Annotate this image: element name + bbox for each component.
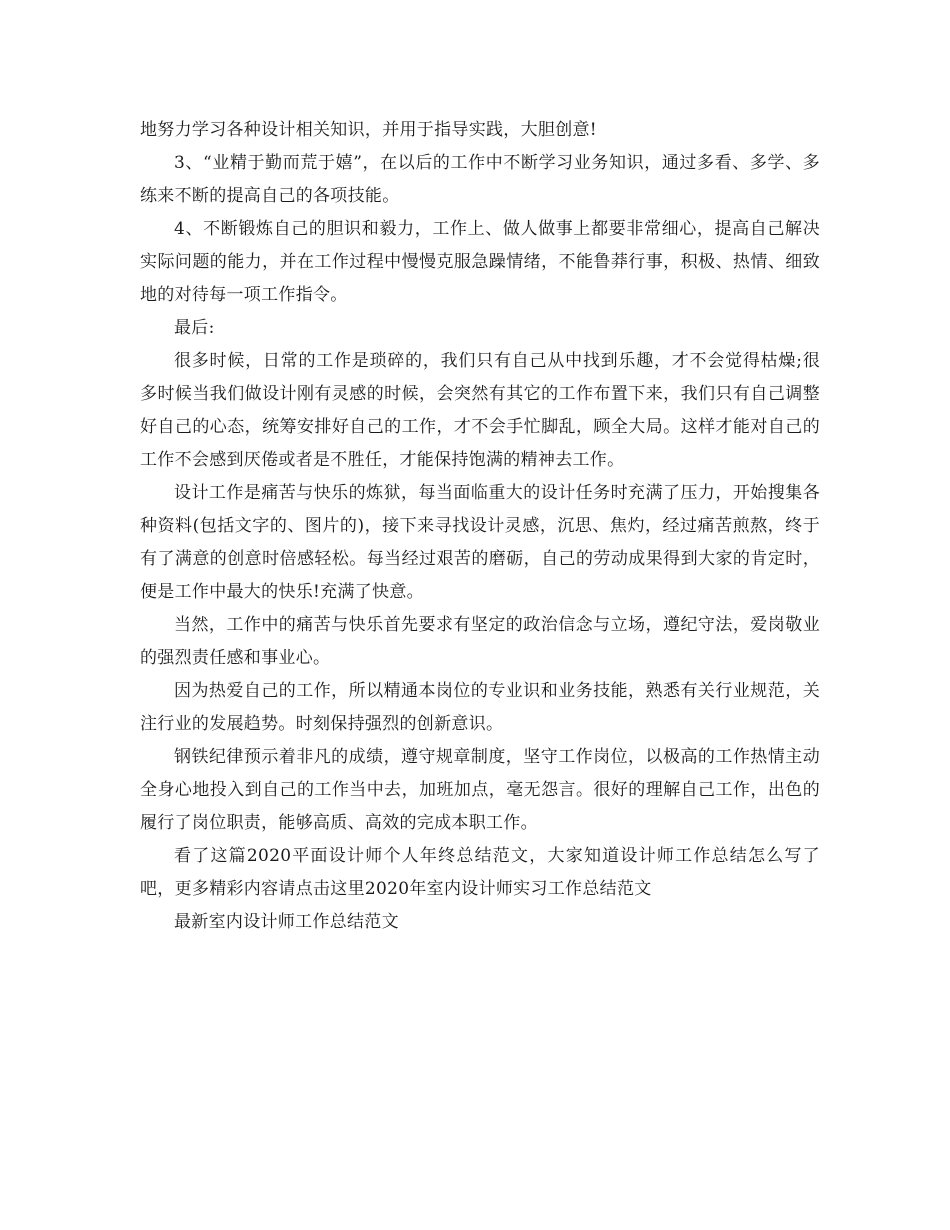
paragraph-continuation: 地努力学习各种设计相关知识，并用于指导实践，大胆创意! <box>140 120 597 140</box>
paragraph-political-belief: 当然，工作中的痛苦与快乐首先要求有坚定的政治信念与立场，遵纪守法，爱岗敬业的强烈责任感和事业心。 <box>140 615 820 668</box>
paragraph-daily-work: 很多时候，日常的工作是琐碎的，我们只有自己从中找到乐趣，才不会觉得枯燥;很多时候当我们做设计刚有灵感的时候，会突然有其它的工作布置下来，我们只有自己调整好自己的心态，统筹安排好自己的工作，才不会手忙脚乱，顾全大局。这样才能对自己的工作不会感到厌倦或者是不胜任，才能保持饱满的精神去工作。 <box>140 351 820 470</box>
document-page <box>140 114 820 939</box>
paragraph-heading-finally: 最后: <box>174 318 215 338</box>
paragraph-closing-link[interactable]: 看了这篇2020平面设计师个人年终总结范文，大家知道设计师工作总结怎么写了吧，更多精彩内容请点击这里2020年室内设计师实习工作总结范文 <box>140 846 820 899</box>
paragraph-latest-link[interactable]: 最新室内设计师工作总结范文 <box>174 912 399 932</box>
paragraph-love-work: 因为热爱自己的工作，所以精通本岗位的专业识和业务技能，熟悉有关行业规范，关注行业的发展趋势。时刻保持强烈的创新意识。 <box>140 681 820 734</box>
paragraph-item-3: 3、“业精于勤而荒于嬉”，在以后的工作中不断学习业务知识，通过多看、多学、多练来不断的提高自己的各项技能。 <box>140 153 820 206</box>
paragraph-design-work: 设计工作是痛苦与快乐的炼狱，每当面临重大的设计任务时充满了压力，开始搜集各种资料(包括文字的、图片的)，接下来寻找设计灵感，沉思、焦灼，经过痛苦煎熬，终于有了满意的创意时倍感轻松。每当经过艰苦的磨砺，自己的劳动成果得到大家的肯定时，便是工作中最大的快乐!充满了快意。 <box>140 483 820 602</box>
paragraph-discipline: 钢铁纪律预示着非凡的成绩，遵守规章制度，坚守工作岗位，以极高的工作热情主动全身心地投入到自己的工作当中去，加班加点，毫无怨言。很好的理解自己工作，出色的履行了岗位职责，能够高质、高效的完成本职工作。 <box>140 747 820 833</box>
paragraph-item-4: 4、不断锻炼自己的胆识和毅力，工作上、做人做事上都要非常细心，提高自己解决实际问题的能力，并在工作过程中慢慢克服急躁情绪，不能鲁莽行事，积极、热情、细致地的对待每一项工作指令。 <box>140 219 820 305</box>
